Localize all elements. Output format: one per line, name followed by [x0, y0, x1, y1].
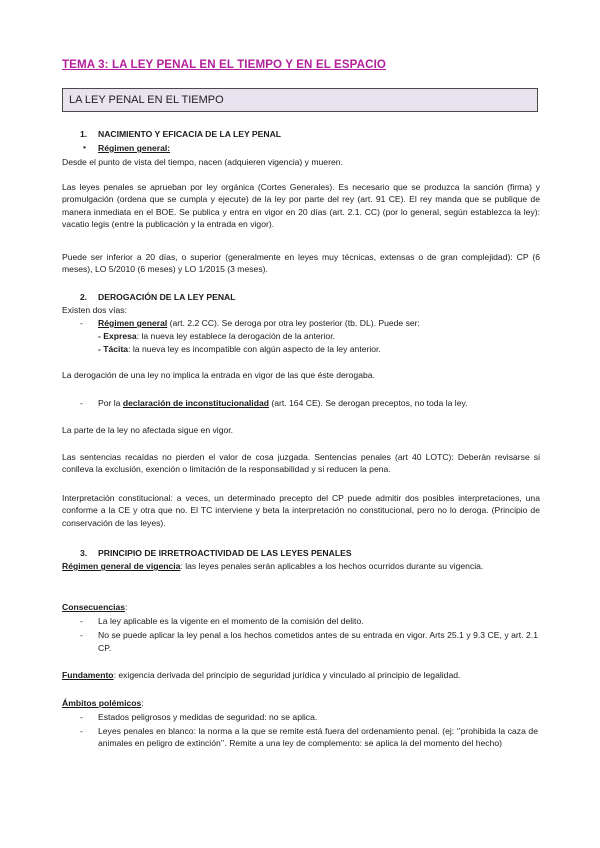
heading-3: [80, 548, 352, 558]
heading-3-number: 3.: [80, 548, 88, 558]
tacita-label: - Tácita: [98, 344, 129, 354]
ambitos-colon: :: [141, 698, 144, 708]
section-header-box: [62, 88, 538, 112]
list-item-regimen-general: [98, 317, 420, 329]
list-item-ambito-1: Estados peligrosos y medidas de seguridad: no se aplica.: [98, 712, 318, 722]
section-header-label: LA LEY PENAL EN EL TIEMPO: [69, 94, 224, 106]
list-subitem-expresa: [98, 330, 335, 342]
dash-marker: -: [80, 318, 83, 328]
document-title: TEMA 3: LA LEY PENAL EN EL TIEMPO Y EN EL ESPACIO: [62, 58, 387, 71]
dash-marker: -: [80, 616, 83, 626]
tacita-text: : la nueva ley es incompatible con algún aspecto de la ley anterior.: [128, 344, 381, 354]
heading-2: [80, 292, 236, 302]
bullet-dot-icon: •: [83, 142, 87, 152]
paragraph-regimen-vigencia: [62, 560, 540, 572]
consecuencias-colon: :: [125, 602, 128, 612]
expresa-text: : la nueva ley establece la derogación de la anterior.: [136, 331, 335, 341]
list-item-regimen-general-label: Régimen general: [98, 318, 168, 328]
heading-1-number: 1.: [80, 129, 88, 139]
inconstitucionalidad-text: (art. 164 CE). Se derogan preceptos, no toda la ley.: [268, 398, 468, 408]
heading-2-text: DEROGACIÓN DE LA LEY PENAL: [98, 292, 236, 302]
consecuencias-heading: [62, 601, 127, 613]
list-item-ambito-2: Leyes penales en blanco: la norma a la que se remite está fuera del ordenamiento penal. (ej: ‘’prohibida la caza de animales en peligro de extinción’’. Remite a una ley de complemento: se aplica la del momento del hecho): [98, 726, 538, 749]
heading-1-text: NACIMIENTO Y EFICACIA DE LA LEY PENAL: [98, 129, 282, 139]
consecuencias-label: Consecuencias: [62, 602, 126, 612]
paragraph-parte-no-afectada: La parte de la ley no afectada sigue en vigor.: [62, 425, 234, 435]
expresa-label: - Expresa: [98, 331, 137, 341]
dash-marker: -: [80, 726, 83, 736]
heading-3-text: PRINCIPIO DE IRRETROACTIVIDAD DE LAS LEYES PENALES: [98, 548, 352, 558]
dash-marker: -: [80, 630, 83, 640]
paragraph-interpretacion: Interpretación constitucional: a veces, un determinado precepto del CP puede admitir dos posibles interpretaciones, una conforme a la CE y otra que no. El TC interviene y beta la interpretación no constitucional, pero no lo deroga. (Principio de conservación de las leyes).: [62, 493, 540, 528]
paragraph-plazos: Puede ser inferior a 20 días, o superior (generalmente en leyes muy técnicas, extensas o de gran complejidad): CP (6 meses), LO 5/2010 (6 meses) y LO 1/2015 (3 meses).: [62, 252, 540, 275]
paragraph-aprobacion: Las leyes penales se aprueban por ley orgánica (Cortes Generales). Es necesario que se produzca la sanción (firma) y promulgación (ordena que se cumpla y ejecute) de la ley por parte del rey (art. 91 CE). El rey manda que se publique de manera inmediata en el BOE. Se publica y entra en vigor en 20 días (art. 2.1. CC) (por lo general, según establezca la ley): vacatio legis (entre la publicación y la entrada en vigor).: [62, 182, 540, 229]
dash-marker: -: [80, 712, 83, 722]
heading-2-number: 2.: [80, 292, 88, 302]
list-subitem-tacita: [98, 343, 381, 355]
regimen-general-label: Régimen general:: [98, 143, 171, 153]
paragraph-sentencias: Las sentencias recaídas no pierden el valor de cosa juzgada. Sentencias penales (art 40 LOTC): Deberán revisarse si conlleva la exclusión, exención o limitación de la responsabilidad y si reducen la pena.: [62, 452, 540, 475]
ambitos-heading: [62, 697, 144, 709]
fundamento-text: : exigencia derivada del principio de seguridad jurídica y vinculado al principio de legalidad.: [113, 670, 461, 680]
inconstitucionalidad-label: declaración de inconstitucionalidad: [122, 398, 269, 408]
paragraph-derogacion: La derogación de una ley no implica la entrada en vigor de las que éste derogaba.: [62, 370, 375, 380]
paragraph-vigencia: Desde el punto de vista del tiempo, nacen (adquieren vigencia) y mueren.: [62, 157, 343, 167]
heading-1: [80, 129, 281, 139]
paragraph-fundamento: [62, 669, 540, 681]
fundamento-label: Fundamento: [62, 670, 114, 680]
paragraph-dos-vias: Existen dos vías:: [62, 305, 127, 315]
dash-marker: -: [80, 398, 83, 408]
inconstitucionalidad-prefix: Por la: [98, 398, 123, 408]
list-item-consecuencia-2: No se puede aplicar la ley penal a los hechos cometidos antes de su entrada en vigor. Arts 25.1 y 9.3 CE, y art. 2.1 CP.: [98, 630, 538, 653]
regimen-vigencia-text: : las leyes penales serán aplicables a los hechos ocurridos durante su vigencia.: [180, 561, 484, 571]
list-item-regimen-general-text: (art. 2.2 CC). Se deroga por otra ley posterior (tb. DL). Puede ser:: [167, 318, 420, 328]
list-item-inconstitucionalidad: [98, 397, 468, 409]
list-item-consecuencia-1: La ley aplicable es la vigente en el momento de la comisión del delito.: [98, 616, 364, 626]
regimen-vigencia-label: Régimen general de vigencia: [62, 561, 181, 571]
ambitos-label: Ámbitos polémicos: [62, 698, 142, 708]
